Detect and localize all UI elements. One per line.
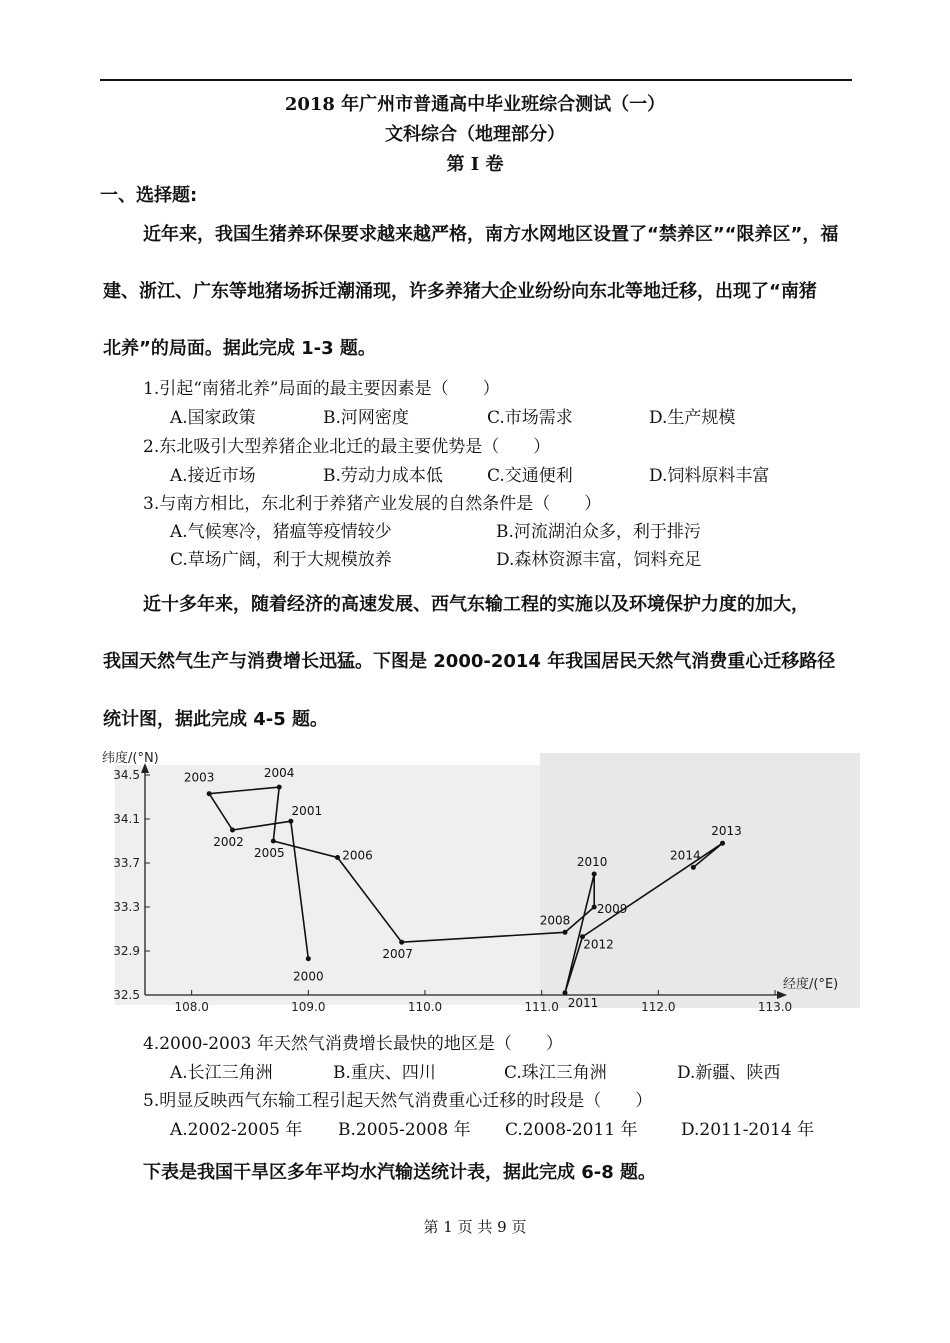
data-point-2007	[399, 940, 404, 945]
passage2-line3: 统计图，据此完成 4-5 题。	[103, 709, 329, 730]
data-point-2013	[720, 841, 725, 846]
q4-option-d[interactable]: D.新疆、陕西	[677, 1063, 781, 1083]
q1-option-c[interactable]: C.市场需求	[487, 408, 573, 428]
point-label-2005: 2005	[254, 846, 285, 860]
chart-x-axis-label: 经度/(°E)	[783, 977, 839, 992]
data-point-2006	[335, 855, 340, 860]
passage2-line1: 近十多年来，随着经济的高速发展、西气东输工程的实施以及环境保护力度的加大，	[143, 594, 809, 615]
point-label-2002: 2002	[213, 835, 244, 849]
y-tick-label: 34.5	[113, 768, 140, 782]
x-tick-label: 113.0	[757, 1000, 793, 1014]
data-point-2008	[563, 930, 568, 935]
q5-option-b[interactable]: B.2005-2008 年	[338, 1120, 471, 1140]
passage1-line2: 建、浙江、广东等地猪场拆迁潮涌现，许多养猪大企业纷纷向东北等地迁移，出现了“南猪	[103, 281, 817, 302]
q3-option-d[interactable]: D.森林资源丰富，饲料充足	[496, 550, 702, 570]
question-2: 2.东北吸引大型养猪企业北迁的最主要优势是（ ）	[143, 437, 551, 457]
point-label-2007: 2007	[382, 947, 413, 962]
point-label-2009: 2009	[596, 902, 628, 916]
point-label-2011: 2011	[567, 995, 599, 1010]
y-tick-label: 32.9	[113, 944, 140, 958]
q4-option-a[interactable]: A.长江三角洲	[170, 1063, 273, 1083]
data-point-2004	[277, 785, 282, 790]
chart-y-axis-label: 纬度/(°N)	[102, 751, 159, 766]
x-tick-label: 111.0	[524, 1000, 559, 1014]
passage2-line2: 我国天然气生产与消费增长迅猛。下图是 2000-2014 年我国居民天然气消费重心迁移路径	[103, 651, 836, 672]
passage1-line1: 近年来，我国生猪养环保要求越来越严格，南方水网地区设置了“禁养区”“限养区”，福	[143, 224, 839, 245]
point-label-2012: 2012	[583, 937, 614, 952]
x-tick-label: 112.0	[641, 1000, 676, 1014]
data-point-2001	[288, 819, 293, 824]
q4-option-c[interactable]: C.珠江三角洲	[504, 1063, 607, 1083]
question-4: 4.2000-2003 年天然气消费增长最快的地区是（ ）	[143, 1034, 563, 1054]
question-3: 3.与南方相比，东北利于养猪产业发展的自然条件是（ ）	[143, 494, 602, 514]
point-label-2001: 2001	[291, 804, 323, 819]
gas-consumption-centroid-chart	[100, 745, 860, 1020]
q5-option-c[interactable]: C.2008-2011 年	[505, 1120, 638, 1140]
q4-option-b[interactable]: B.重庆、四川	[333, 1063, 436, 1083]
x-tick-label: 110.0	[407, 1000, 443, 1014]
point-label-2008: 2008	[539, 913, 571, 928]
q1-option-d[interactable]: D.生产规模	[649, 408, 736, 428]
question-5: 5.明显反映西气东输工程引起天然气消费重心迁移的时段是（ ）	[143, 1091, 653, 1111]
q2-option-a[interactable]: A.接近市场	[170, 466, 256, 486]
q3-option-b[interactable]: B.河流湖泊众多，利于排污	[496, 522, 701, 542]
point-label-2010: 2010	[576, 855, 608, 869]
data-point-2011	[563, 990, 568, 995]
point-label-2014: 2014	[670, 848, 701, 863]
passage1-line3: 北养”的局面。据此完成 1-3 题。	[103, 338, 376, 359]
x-tick-label: 108.0	[174, 1000, 209, 1014]
q5-option-d[interactable]: D.2011-2014 年	[681, 1120, 815, 1140]
question-1: 1.引起“南猪北养”局面的最主要因素是（ ）	[143, 379, 500, 399]
point-label-2003: 2003	[183, 770, 215, 785]
q2-option-d[interactable]: D.饲料原料丰富	[649, 466, 770, 486]
page-footer: 第 1 页 共 9 页	[423, 1218, 527, 1236]
volume-label: 第 I 卷	[446, 154, 504, 175]
x-tick-label: 109.0	[291, 1000, 326, 1014]
chart-background-right	[540, 753, 860, 1008]
exam-subtitle: 文科综合（地理部分）	[385, 124, 565, 145]
point-label-2004: 2004	[263, 766, 295, 781]
header-rule	[100, 79, 852, 81]
point-label-2000: 2000	[293, 969, 324, 984]
passage3-line1: 下表是我国干旱区多年平均水汽输送统计表，据此完成 6-8 题。	[143, 1162, 657, 1183]
q2-option-c[interactable]: C.交通便利	[487, 466, 573, 486]
q3-option-c[interactable]: C.草场广阔，利于大规模放养	[170, 550, 392, 570]
q1-option-a[interactable]: A.国家政策	[170, 408, 256, 428]
point-label-2006: 2006	[342, 848, 373, 863]
data-point-2003	[207, 791, 212, 796]
q3-option-a[interactable]: A.气候寒冷，猪瘟等疫情较少	[170, 522, 392, 542]
q5-option-a[interactable]: A.2002-2005 年	[170, 1120, 303, 1140]
point-label-2013: 2013	[711, 824, 742, 839]
y-tick-label: 34.1	[113, 812, 140, 826]
y-tick-label: 33.3	[113, 900, 140, 914]
data-point-2005	[271, 839, 276, 844]
data-point-2014	[691, 865, 696, 870]
data-point-2000	[306, 956, 311, 961]
data-point-2002	[230, 828, 235, 833]
y-tick-label: 33.7	[113, 856, 140, 870]
exam-title: 2018 年广州市普通高中毕业班综合测试（一）	[284, 94, 666, 115]
q1-option-b[interactable]: B.河网密度	[323, 408, 409, 428]
data-point-2010	[592, 872, 597, 877]
section-heading: 一、选择题:	[100, 185, 198, 206]
q2-option-b[interactable]: B.劳动力成本低	[323, 466, 443, 486]
y-tick-label: 32.5	[113, 988, 140, 1002]
